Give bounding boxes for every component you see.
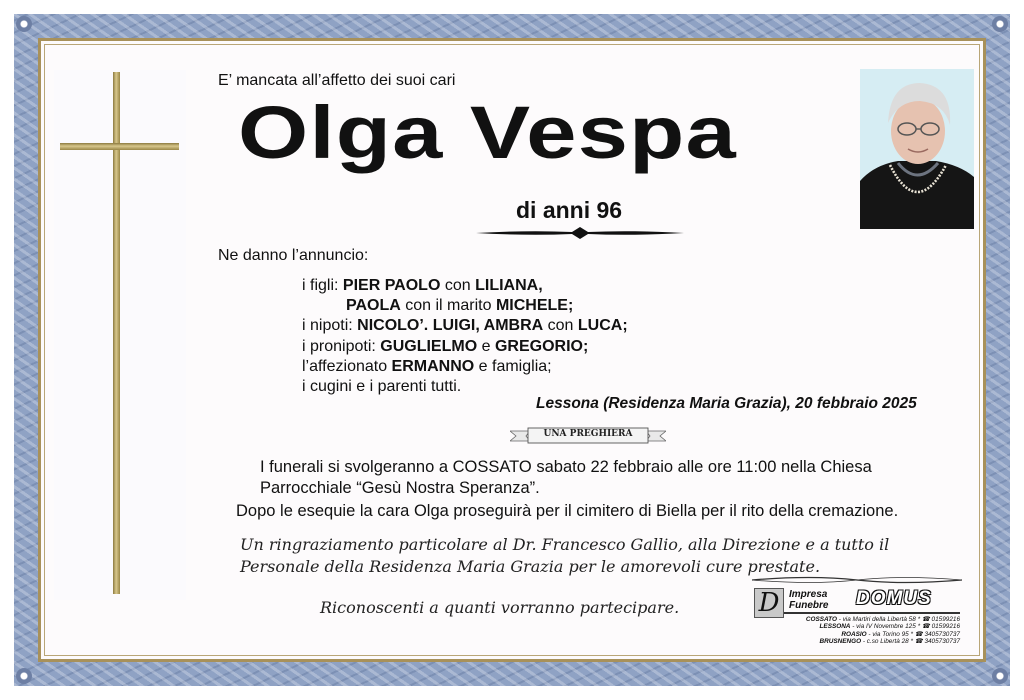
frame-corner-ornament	[16, 16, 32, 32]
portrait-photo	[860, 69, 974, 229]
thanks-text: Un ringraziamento particolare al Dr. Francesco Gallio, alla Direzione e a tutto il Personale della Residenza Maria Grazia per le amorevoli cure prestate.	[240, 535, 890, 576]
family-list	[302, 276, 628, 397]
family-line-cousins: i cugini e i parenti tutti.	[302, 378, 462, 396]
family-line-children-2: PAOLA con il marito MICHELE;	[346, 297, 574, 315]
frame-corner-ornament	[992, 16, 1008, 32]
prayer-ribbon-label: UNA PREGHIERA	[543, 429, 633, 439]
funeral-details: I funerali si svolgeranno a COSSATO sabato 22 febbraio alle ore 11:00 nella Chiesa Parrocchiale “Gesù Nostra Speranza”.	[260, 458, 872, 497]
agency-type: Impresa Funebre	[789, 589, 829, 611]
frame-corner-ornament	[992, 668, 1008, 684]
cremation-details: Dopo le esequie la cara Olga proseguirà per il cimitero di Biella per il rito della cremazione.	[236, 502, 899, 520]
announcement-label: Ne danno l’annuncio:	[218, 247, 369, 264]
agency-brand: DOMUS	[856, 588, 932, 609]
agency-divider	[784, 612, 960, 614]
agency-logo-initial: D	[754, 588, 784, 618]
agency-addresses	[782, 616, 960, 646]
age-text: di anni 96	[516, 197, 623, 223]
family-line-great-grandchildren: i pronipoti: GUGLIELMO e GREGORIO;	[302, 337, 589, 355]
agency-ornament-icon	[752, 574, 962, 586]
agency-address: BRUSNENGO - c.so Libertà 28 * ☎ 3405730737	[819, 638, 960, 646]
family-line-grandchildren: i nipoti: NICOLO’. LUIGI, AMBRA con LUCA;	[302, 317, 628, 335]
intro-text: E’ mancata all’affetto dei suoi cari	[218, 72, 456, 89]
ornamental-divider-icon	[476, 226, 684, 240]
gratitude-text: Riconoscenti a quanti vorranno partecipare.	[320, 598, 680, 617]
portrait-figure-icon	[860, 69, 974, 229]
deceased-name: Olga Vespa	[238, 91, 737, 174]
place-date: Lessona (Residenza Maria Grazia), 20 febbraio 2025	[536, 395, 917, 412]
frame-corner-ornament	[16, 668, 32, 684]
family-line-affectionate: l’affezionato ERMANNO e famiglia;	[302, 357, 552, 375]
agency-address: COSSATO - via Martiri della Libertà 58 * ☎ 01599216	[805, 616, 960, 623]
cross-icon-arm	[60, 143, 179, 150]
cross-icon	[113, 72, 120, 594]
agency-address: ROASIO - via Torino 95 * ☎ 3405730737	[841, 630, 960, 638]
family-line-children: i figli: PIER PAOLO con LILIANA,	[302, 277, 543, 294]
agency-address: LESSONA - via IV Novembre 125 * ☎ 01599216	[819, 623, 960, 631]
